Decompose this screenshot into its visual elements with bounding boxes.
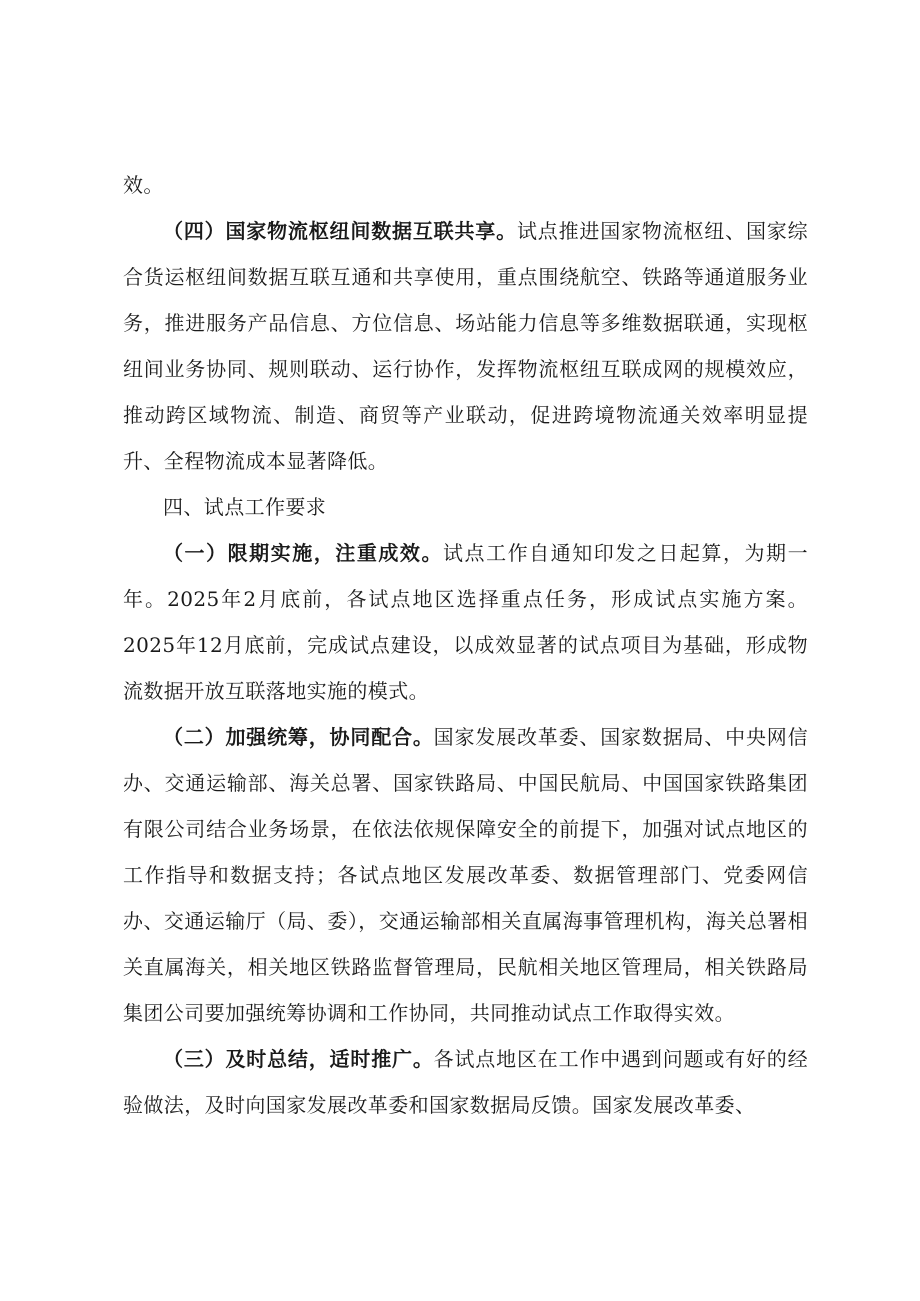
paragraph-continuation	[123, 162, 808, 208]
paragraph-continuation-text: 效。	[123, 173, 164, 197]
item-4-lead: （四）国家物流枢纽间数据互联共享。	[163, 219, 517, 243]
req-2-text: 国家发展改革委、国家数据局、中央网信办、交通运输部、海关总署、国家铁路局、中国民航局、中国国家铁路集团有限公司结合业务场景，在依法依规保障安全的前提下，加强对试点地区的工作指导和数据支持；各试点地区发展改革委、数据管理部门、党委网信办、交通运输厅（局、委），交通运输部相关直属海事管理机构，海关总署相关直属海关，相关地区铁路监督管理局，民航相关地区管理局，相关铁路局集团公司要加强统筹协调和工作协同，共同推动试点工作取得实效。	[123, 725, 809, 1025]
paragraph-req-1	[123, 530, 808, 714]
req-3-text: 各试点地区在工作中遇到问题或有好的经验做法，及时向国家发展改革委和国家数据局反馈。国家发展改革委、	[123, 1047, 809, 1117]
req-2-lead: （二）加强统筹，协同配合。	[163, 725, 434, 749]
req-1-text: 试点工作自通知印发之日起算，为期一年。2025年2月底前，各试点地区选择重点任务，形成试点实施方案。2025年12月底前，完成试点建设，以成效显著的试点项目为基础，形成物流数据开放互联落地实施的模式。	[123, 541, 808, 703]
item-4-text: 试点推进国家物流枢纽、国家综合货运枢纽间数据互联互通和共享使用，重点围绕航空、铁路等通道服务业务，推进服务产品信息、方位信息、场站能力信息等多维数据联通，实现枢纽间业务协同、规则联动、运行协作，发挥物流枢纽互联成网的规模效应，推动跨区域物流、制造、商贸等产业联动，促进跨境物流通关效率明显提升、全程物流成本显著降低。	[123, 219, 808, 473]
paragraph-item-4	[123, 208, 808, 484]
req-3-lead: （三）及时总结，适时推广。	[163, 1047, 434, 1071]
section-heading: 四、试点工作要求	[163, 495, 327, 519]
document-body	[123, 162, 808, 1128]
paragraph-req-3	[123, 1036, 808, 1128]
req-1-lead: （一）限期实施，注重成效。	[163, 541, 443, 565]
paragraph-req-2	[123, 714, 808, 1036]
